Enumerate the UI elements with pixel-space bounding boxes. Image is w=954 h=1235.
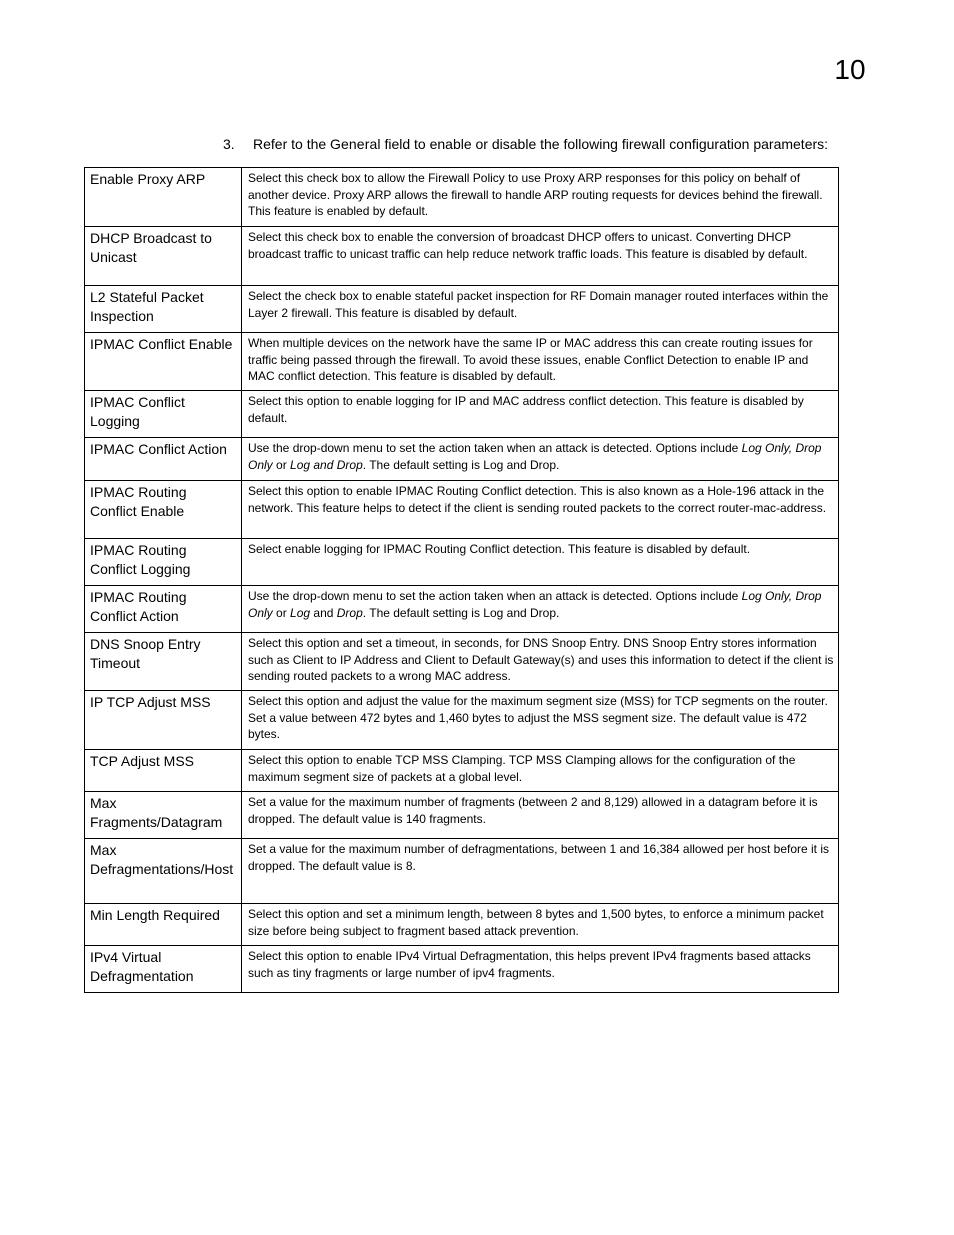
- description-segment: Select this check box to enable the conversion of broadcast DHCP offers to unicast. Converting DHCP broadcast traffic to unicast traffic can help reduce network traffic loads. This feature is disabled by default.: [248, 230, 808, 261]
- table-row: [85, 438, 839, 481]
- parameter-name: Max Defragmentations/Host: [85, 839, 242, 904]
- parameter-description: [242, 438, 839, 481]
- description-segment: Set a value for the maximum number of fragments (between 2 and 8,129) allowed in a datagram before it is dropped. The default value is 140 fragments.: [248, 795, 818, 826]
- table-row: [85, 691, 839, 750]
- description-segment: . The default setting is Log and Drop.: [362, 457, 560, 472]
- parameter-description: [242, 691, 839, 750]
- table-row: [85, 168, 839, 227]
- description-segment: Set a value for the maximum number of defragmentations, between 1 and 16,384 allowed per host before it is dropped. The default value is 8.: [248, 842, 830, 873]
- parameter-name: IPMAC Routing Conflict Enable: [85, 481, 242, 539]
- description-segment: Log Only, Drop Only: [248, 589, 822, 620]
- parameter-description: [242, 333, 839, 391]
- parameter-description: [242, 839, 839, 904]
- description-segment: Log Only, Drop Only: [248, 441, 822, 472]
- description-segment: Select this option and set a minimum length, between 8 bytes and 1,500 bytes, to enforce a minimum packet size before being subject to fragment based attack prevention.: [248, 907, 824, 938]
- step-text-before: Refer to the: [253, 136, 331, 152]
- parameter-name: IPMAC Conflict Enable: [85, 333, 242, 391]
- parameter-name: IPMAC Conflict Logging: [85, 391, 242, 438]
- firewall-parameters-table: [84, 167, 839, 993]
- parameter-name: DHCP Broadcast to Unicast: [85, 227, 242, 286]
- table-row: [85, 792, 839, 839]
- description-segment: . The default setting is Log and Drop.: [362, 605, 560, 620]
- table-row: [85, 227, 839, 286]
- parameter-description: [242, 227, 839, 286]
- table-row: [85, 539, 839, 586]
- parameter-name: IP TCP Adjust MSS: [85, 691, 242, 750]
- description-segment: Select this option to enable TCP MSS Clamping. TCP MSS Clamping allows for the configuration of the maximum segment size of packets at a global level.: [248, 753, 796, 784]
- parameter-description: [242, 904, 839, 946]
- parameter-description: [242, 633, 839, 691]
- description-segment: Select this option and set a timeout, in seconds, for DNS Snoop Entry. DNS Snoop Entry stores information such as Client to IP Address and Client to Default Gateway(s) and uses this information to detect if the client is sending routed packets to a wrong MAC address.: [248, 636, 834, 683]
- parameter-name: IPv4 Virtual Defragmentation: [85, 946, 242, 993]
- parameter-name: IPMAC Routing Conflict Action: [85, 586, 242, 633]
- table-row: [85, 839, 839, 904]
- step-instruction: [223, 134, 828, 154]
- table-row: [85, 586, 839, 633]
- parameter-name: Enable Proxy ARP: [85, 168, 242, 227]
- table-row: [85, 333, 839, 391]
- parameter-name: DNS Snoop Entry Timeout: [85, 633, 242, 691]
- parameter-name: Min Length Required: [85, 904, 242, 946]
- description-segment: Select this option to enable logging for IP and MAC address conflict detection. This feature is disabled by default.: [248, 394, 804, 425]
- parameter-name: IPMAC Routing Conflict Logging: [85, 539, 242, 586]
- parameter-name: IPMAC Conflict Action: [85, 438, 242, 481]
- description-segment: Use the drop-down menu to set the action taken when an attack is detected. Options include: [248, 441, 742, 455]
- description-segment: Select this option to enable IPv4 Virtual Defragmentation, this helps prevent IPv4 fragments based attacks such as tiny fragments or large number of ipv4 fragments.: [248, 949, 811, 980]
- description-segment: and: [310, 605, 337, 620]
- parameter-name: TCP Adjust MSS: [85, 750, 242, 792]
- step-text-after: field to enable or disable the following firewall configuration parameters:: [380, 136, 829, 152]
- description-segment: or: [272, 457, 291, 472]
- description-segment: or: [272, 605, 291, 620]
- table-row: [85, 286, 839, 333]
- description-segment: Drop: [336, 605, 363, 620]
- parameter-description: [242, 481, 839, 539]
- description-segment: Select this option to enable IPMAC Routing Conflict detection. This is also known as a Hole-196 attack in the network. This feature helps to detect if the client is sending routed packets to the correct router-mac-address.: [248, 484, 827, 515]
- parameters-table-body: [85, 168, 839, 993]
- parameter-name: L2 Stateful Packet Inspection: [85, 286, 242, 333]
- description-segment: Use the drop-down menu to set the action taken when an attack is detected. Options include: [248, 589, 742, 603]
- parameter-description: [242, 750, 839, 792]
- table-row: [85, 391, 839, 438]
- parameter-description: [242, 586, 839, 633]
- description-segment: Log and Drop: [290, 457, 363, 472]
- table-row: [85, 750, 839, 792]
- table-row: [85, 946, 839, 993]
- parameter-description: [242, 792, 839, 839]
- table-row: [85, 904, 839, 946]
- parameter-description: [242, 946, 839, 993]
- parameter-description: [242, 539, 839, 586]
- parameter-description: [242, 168, 839, 227]
- table-row: [85, 633, 839, 691]
- description-segment: Select this option and adjust the value for the maximum segment size (MSS) for TCP segments on the router. Set a value between 472 bytes and 1,460 bytes to adjust the MSS segment size. The default value is 472 bytes.: [248, 694, 828, 741]
- step-field-name: General: [330, 136, 381, 152]
- description-segment: Select this check box to allow the Firewall Policy to use Proxy ARP responses for this policy on behalf of another device. Proxy ARP allows the firewall to handle ARP routing requests for devices behind the firewall. This feature is enabled by default.: [248, 171, 823, 218]
- description-segment: When multiple devices on the network have the same IP or MAC address this can create routing issues for traffic being passed through the firewall. To avoid these issues, enable Conflict Detection to enable IP and MAC conflict detection. This feature is disabled by default.: [248, 336, 813, 383]
- parameter-name: Max Fragments/Datagram: [85, 792, 242, 839]
- parameter-description: [242, 391, 839, 438]
- step-number: 3.: [223, 136, 235, 152]
- description-segment: Select enable logging for IPMAC Routing Conflict detection. This feature is disabled by default.: [248, 542, 751, 556]
- chapter-number: 10: [834, 54, 866, 85]
- description-segment: Log: [290, 605, 311, 620]
- description-segment: Select the check box to enable stateful packet inspection for RF Domain manager routed interfaces within the Layer 2 firewall. This feature is disabled by default.: [248, 289, 829, 320]
- table-row: [85, 481, 839, 539]
- parameter-description: [242, 286, 839, 333]
